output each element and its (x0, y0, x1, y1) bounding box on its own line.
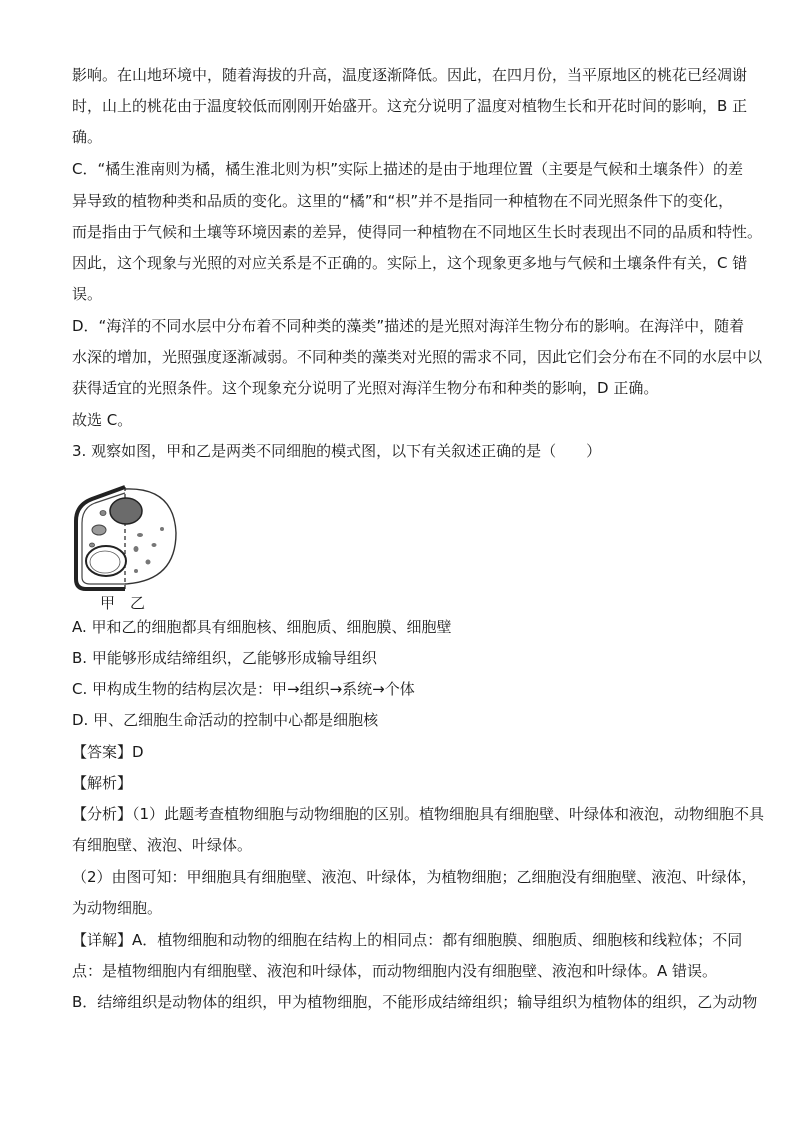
nucleus (110, 498, 142, 524)
text-line: 获得适宜的光照条件。这个现象充分说明了光照对海洋生物分布和种类的影响，D 正确。 (72, 379, 659, 397)
figure-label-plant: 甲 (100, 594, 116, 612)
chloroplast (90, 543, 95, 547)
mitochondrion (134, 569, 138, 573)
vacuole-inner (90, 551, 120, 573)
analysis-line: 点：是植物细胞内有细胞壁、液泡和叶绿体，而动物细胞内没有细胞壁、液泡和叶绿体。A 错误。 (72, 962, 718, 980)
analysis-line: 【详解】A．植物细胞和动物的细胞在结构上的相同点：都有细胞膜、细胞质、细胞核和线粒体；不同 (72, 931, 743, 949)
option-b: B. 甲能够形成结缔组织，乙能够形成输导组织 (72, 649, 377, 667)
chloroplast (92, 525, 106, 535)
mitochondrion (152, 543, 157, 547)
text-line: 误。 (72, 285, 103, 303)
text-line: 故选 C。 (72, 411, 133, 429)
option-c: C. 甲构成生物的结构层次是：甲→组织→系统→个体 (72, 680, 415, 698)
answer-line: 【答案】D (72, 743, 144, 761)
chloroplast (100, 511, 106, 516)
text-line: 异导致的植物种类和品质的变化。这里的“橘”和“枳”并不是指同一种植物在不同光照条件下的变化， (72, 192, 734, 210)
text-line: 因此，这个现象与光照的对应关系是不正确的。实际上，这个现象更多地与气候和土壤条件有关，C 错 (72, 254, 748, 272)
analysis-line: 【分析】（1）此题考查植物细胞与动物细胞的区别。植物细胞具有细胞壁、叶绿体和液泡，动物细胞不具 (72, 805, 765, 823)
analysis-line: 有细胞壁、液泡、叶绿体。 (72, 836, 253, 854)
analysis-line: B．结缔组织是动物体的组织，甲为植物细胞，不能形成结缔组织；输导组织为植物体的组织，乙为动物 (72, 993, 758, 1011)
analysis-line: 为动物细胞。 (72, 899, 163, 917)
option-a: A. 甲和乙的细胞都具有细胞核、细胞质、细胞膜、细胞壁 (72, 618, 452, 636)
question-stem: 3. 观察如图，甲和乙是两类不同细胞的模式图，以下有关叙述正确的是（ ） (72, 442, 602, 460)
text-line: 而是指由于气候和土壤等环境因素的差异，使得同一种植物在不同地区生长时表现出不同的品质和特性。 (72, 223, 763, 241)
option-d: D. 甲、乙细胞生命活动的控制中心都是细胞核 (72, 711, 379, 729)
mitochondrion (137, 533, 143, 537)
text-line: D．“海洋的不同水层中分布着不同种类的藻类”描述的是光照对海洋生物分布的影响。在海洋中，随着 (72, 317, 745, 335)
mitochondrion (134, 546, 139, 552)
text-line: 水深的增加，光照强度逐渐减弱。不同种类的藻类对光照的需求不同，因此它们会分布在不同的水层中以 (72, 348, 763, 366)
figure-label-animal: 乙 (130, 594, 146, 612)
mitochondrion (146, 560, 151, 565)
text-line: 确。 (72, 128, 103, 146)
text-line: 影响。在山地环境中，随着海拔的升高，温度逐渐降低。因此，在四月份，当平原地区的桃花已经凋谢 (72, 66, 748, 84)
text-line: C．“橘生淮南则为橘，橘生淮北则为枳”实际上描述的是由于地理位置（主要是气候和土壤条件）的差 (72, 160, 744, 178)
mitochondrion (160, 527, 164, 531)
analysis-line: （2）由图可知：甲细胞具有细胞壁、液泡、叶绿体，为植物细胞；乙细胞没有细胞壁、液泡、叶绿体， (72, 868, 757, 886)
text-line: 时，山上的桃花由于温度较低而刚刚开始盛开。这充分说明了温度对植物生长和开花时间的影响，B 正 (72, 97, 748, 115)
analysis-heading: 【解析】 (72, 774, 133, 792)
